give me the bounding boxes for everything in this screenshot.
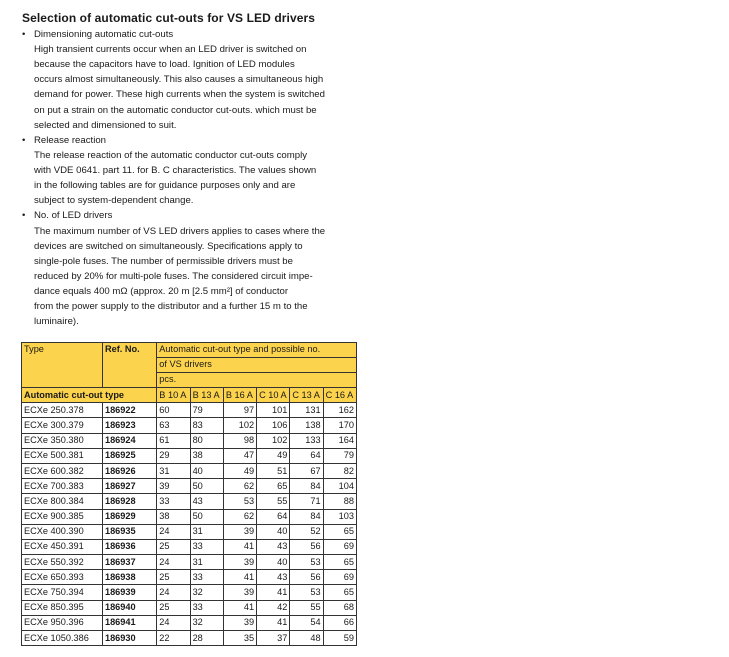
cell-value: 41 [223, 600, 256, 615]
cell-value: 64 [290, 448, 323, 463]
cell-ref-no: 186924 [102, 433, 156, 448]
table-row [22, 494, 357, 509]
cell-type: ECXe 350.380 [22, 433, 103, 448]
cell-type: ECXe 1050.386 [22, 631, 103, 646]
cell-ref-no: 186937 [102, 555, 156, 570]
section-heading [22, 27, 362, 42]
cell-value: 42 [257, 600, 290, 615]
cell-value: 24 [157, 585, 190, 600]
cell-ref-no: 186936 [102, 539, 156, 554]
cell-value: 80 [190, 433, 223, 448]
cell-ref-no: 186940 [102, 600, 156, 615]
cell-type: ECXe 850.395 [22, 600, 103, 615]
section-paragraph [22, 42, 362, 133]
cell-value: 43 [257, 539, 290, 554]
cell-ref-no: 186927 [102, 479, 156, 494]
cell-value: 133 [290, 433, 323, 448]
paragraph-line: with VDE 0641. part 11. for B. C characteristics. The values shown [34, 165, 317, 177]
subheader-label: Automatic cut-out type [22, 388, 157, 403]
section-heading-text: Dimensioning automatic cut-outs [34, 29, 174, 40]
cell-value: 39 [157, 479, 190, 494]
cell-value: 62 [223, 509, 256, 524]
paragraph-line: luminaire). [34, 316, 79, 328]
document-body [22, 11, 362, 329]
paragraph-line: in the following tables are for guidance purposes only and are [34, 180, 296, 192]
cell-type: ECXe 500.381 [22, 448, 103, 463]
table-header-row [22, 343, 357, 388]
cell-value: 69 [323, 570, 356, 585]
table-row [22, 509, 357, 524]
paragraph-line: on put a strain on the automatic conductor cut-outs. which must be [34, 104, 317, 116]
cell-value: 164 [323, 433, 356, 448]
cell-value: 106 [257, 418, 290, 433]
cell-type: ECXe 950.396 [22, 615, 103, 630]
section-1 [22, 133, 362, 209]
cell-type: ECXe 900.385 [22, 509, 103, 524]
cell-type: ECXe 450.391 [22, 539, 103, 554]
cell-type: ECXe 400.390 [22, 524, 103, 539]
paragraph-line: High transient currents occur when an LED driver is switched on [34, 44, 307, 56]
cell-type: ECXe 300.379 [22, 418, 103, 433]
cell-value: 40 [190, 463, 223, 478]
cell-value: 51 [257, 463, 290, 478]
cell-value: 52 [290, 524, 323, 539]
cell-value: 63 [157, 418, 190, 433]
cell-ref-no: 186935 [102, 524, 156, 539]
cell-value: 24 [157, 615, 190, 630]
table-row [22, 539, 357, 554]
table-subheader-row [22, 388, 357, 403]
cell-value: 55 [290, 600, 323, 615]
cell-value: 33 [190, 570, 223, 585]
cell-value: 40 [257, 524, 290, 539]
header-desc-line-3: pcs. [159, 374, 177, 384]
table-row [22, 479, 357, 494]
cell-value: 83 [190, 418, 223, 433]
subheader-col-b16: B 16 A [223, 388, 256, 403]
cell-ref-no: 186941 [102, 615, 156, 630]
cell-ref-no: 186928 [102, 494, 156, 509]
cell-value: 24 [157, 555, 190, 570]
cell-value: 50 [190, 509, 223, 524]
cell-value: 29 [157, 448, 190, 463]
cell-value: 69 [323, 539, 356, 554]
section-paragraph [22, 224, 362, 330]
cell-value: 41 [223, 539, 256, 554]
cell-value: 49 [223, 463, 256, 478]
cell-type: ECXe 750.394 [22, 585, 103, 600]
section-2 [22, 208, 362, 329]
cell-value: 59 [323, 631, 356, 646]
bullet-icon: • [22, 29, 26, 40]
paragraph-line: reduced by 20% for multi-pole fuses. The considered circuit impe- [34, 270, 313, 282]
cell-value: 65 [257, 479, 290, 494]
subheader-col-c10: C 10 A [257, 388, 290, 403]
document-title: Selection of automatic cut-outs for VS LED drivers [22, 11, 316, 25]
paragraph-line: single-pole fuses. The number of permissible drivers must be [34, 255, 293, 267]
cell-type: ECXe 800.384 [22, 494, 103, 509]
cell-value: 55 [257, 494, 290, 509]
cell-value: 32 [190, 615, 223, 630]
cell-ref-no: 186923 [102, 418, 156, 433]
paragraph-line: devices are switched on simultaneously. Specifications apply to [34, 240, 303, 252]
cell-value: 61 [157, 433, 190, 448]
cell-value: 37 [257, 631, 290, 646]
cell-type: ECXe 250.378 [22, 403, 103, 418]
cell-value: 102 [257, 433, 290, 448]
cell-value: 66 [323, 615, 356, 630]
cell-value: 82 [323, 463, 356, 478]
section-heading [22, 208, 362, 223]
cell-value: 31 [190, 524, 223, 539]
table-row [22, 600, 357, 615]
cell-value: 84 [290, 479, 323, 494]
cell-value: 104 [323, 479, 356, 494]
table-row [22, 433, 357, 448]
header-ref: Ref. No. [102, 343, 156, 388]
cell-value: 49 [257, 448, 290, 463]
section-paragraph [22, 148, 362, 208]
table-row [22, 418, 357, 433]
section-0 [22, 27, 362, 133]
cell-value: 39 [223, 524, 256, 539]
cell-value: 33 [190, 539, 223, 554]
cell-value: 48 [290, 631, 323, 646]
cell-value: 50 [190, 479, 223, 494]
cell-value: 56 [290, 570, 323, 585]
cell-value: 25 [157, 570, 190, 585]
cell-value: 24 [157, 524, 190, 539]
cell-value: 138 [290, 418, 323, 433]
table-row [22, 615, 357, 630]
cell-value: 88 [323, 494, 356, 509]
cell-value: 31 [190, 555, 223, 570]
cell-value: 43 [257, 570, 290, 585]
section-heading-text: No. of LED drivers [34, 210, 113, 222]
cell-value: 60 [157, 403, 190, 418]
cell-ref-no: 186922 [102, 403, 156, 418]
table-row [22, 463, 357, 478]
cell-value: 22 [157, 631, 190, 646]
cell-value: 67 [290, 463, 323, 478]
table-row [22, 524, 357, 539]
paragraph-line: demand for power. These high currents when the system is switched [34, 89, 325, 101]
paragraph-line: occurs almost simultaneously. This also causes a simultaneous high [34, 74, 324, 86]
cell-ref-no: 186938 [102, 570, 156, 585]
cell-type: ECXe 700.383 [22, 479, 103, 494]
cell-ref-no: 186939 [102, 585, 156, 600]
cell-ref-no: 186929 [102, 509, 156, 524]
header-type: Type [22, 343, 103, 388]
subheader-col-c16: C 16 A [323, 388, 356, 403]
cell-value: 65 [323, 524, 356, 539]
cell-ref-no: 186925 [102, 448, 156, 463]
cell-value: 56 [290, 539, 323, 554]
cell-ref-no: 186926 [102, 463, 156, 478]
cell-value: 38 [190, 448, 223, 463]
cell-value: 53 [290, 585, 323, 600]
cell-type: ECXe 550.392 [22, 555, 103, 570]
cell-value: 84 [290, 509, 323, 524]
cell-value: 40 [257, 555, 290, 570]
cell-ref-no: 186930 [102, 631, 156, 646]
cell-value: 47 [223, 448, 256, 463]
paragraph-line: The maximum number of VS LED drivers applies to cases where the [34, 225, 326, 237]
cell-value: 32 [190, 585, 223, 600]
cell-value: 102 [223, 418, 256, 433]
cutout-table [21, 342, 357, 646]
cell-value: 68 [323, 600, 356, 615]
cell-value: 131 [290, 403, 323, 418]
subheader-col-c13: C 13 A [290, 388, 323, 403]
cell-value: 53 [223, 494, 256, 509]
subheader-col-b13: B 13 A [190, 388, 223, 403]
subheader-col-b10: B 10 A [157, 388, 190, 403]
cell-value: 64 [257, 509, 290, 524]
table-row [22, 448, 357, 463]
cell-value: 35 [223, 631, 256, 646]
header-desc-line-2: of VS drivers [157, 358, 356, 373]
table-row [22, 570, 357, 585]
cell-value: 79 [323, 448, 356, 463]
cell-value: 39 [223, 555, 256, 570]
cell-value: 103 [323, 509, 356, 524]
cell-value: 39 [223, 585, 256, 600]
paragraph-line: The release reaction of the automatic conductor cut-outs comply [34, 149, 308, 161]
bullet-icon: • [22, 134, 26, 146]
cell-value: 31 [157, 463, 190, 478]
cell-value: 162 [323, 403, 356, 418]
cell-type: ECXe 650.393 [22, 570, 103, 585]
cell-value: 41 [223, 570, 256, 585]
header-desc-line-1: Automatic cut-out type and possible no. [157, 343, 356, 358]
cell-value: 33 [157, 494, 190, 509]
cell-value: 62 [223, 479, 256, 494]
cell-value: 33 [190, 600, 223, 615]
cell-type: ECXe 600.382 [22, 463, 103, 478]
table-row [22, 585, 357, 600]
paragraph-line: from the power supply to the distributor and a further 15 m to the [34, 301, 308, 313]
cell-value: 38 [157, 509, 190, 524]
sections [22, 27, 362, 329]
table-row [22, 403, 357, 418]
paragraph-line: because the capacitors have to load. Ignition of LED modules [34, 59, 295, 71]
cell-value: 39 [223, 615, 256, 630]
cell-value: 65 [323, 555, 356, 570]
cell-value: 65 [323, 585, 356, 600]
table-row [22, 631, 357, 646]
bullet-icon: • [22, 210, 26, 222]
cell-value: 98 [223, 433, 256, 448]
cell-value: 79 [190, 403, 223, 418]
table-row [22, 555, 357, 570]
cell-value: 170 [323, 418, 356, 433]
cell-value: 25 [157, 600, 190, 615]
cutout-table-body [22, 343, 357, 646]
section-heading [22, 133, 362, 148]
paragraph-line: subject to system-dependent change. [34, 195, 194, 207]
section-heading-text: Release reaction [34, 134, 106, 146]
cell-value: 101 [257, 403, 290, 418]
cell-value: 43 [190, 494, 223, 509]
cell-value: 97 [223, 403, 256, 418]
cell-value: 53 [290, 555, 323, 570]
paragraph-line: selected and dimensioned to suit. [34, 119, 177, 131]
cell-value: 71 [290, 494, 323, 509]
cell-value: 28 [190, 631, 223, 646]
header-description [157, 343, 357, 388]
cell-value: 41 [257, 615, 290, 630]
cell-value: 54 [290, 615, 323, 630]
cell-value: 25 [157, 539, 190, 554]
cell-value: 41 [257, 585, 290, 600]
paragraph-line: dance equals 400 mΩ (approx. 20 m [2.5 mm²] of conductor [34, 285, 289, 297]
